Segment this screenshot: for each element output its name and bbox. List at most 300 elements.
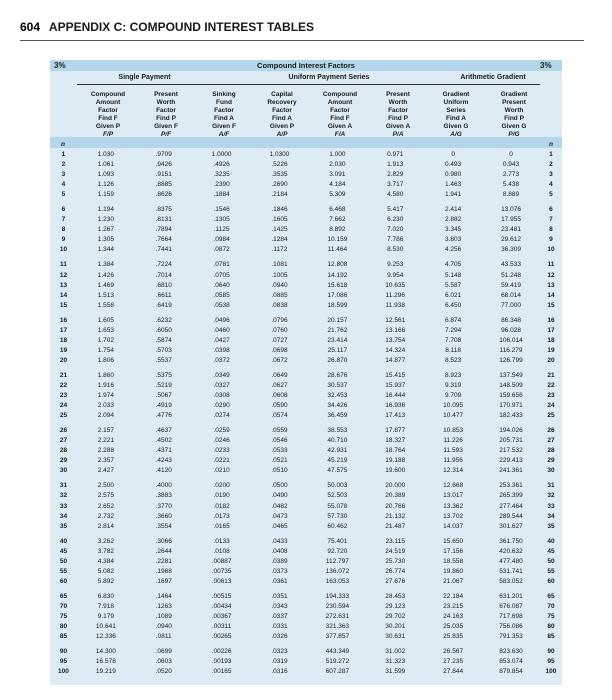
factor-cell: 15.618 [327, 281, 348, 289]
factor-cell: 3.717 [387, 181, 404, 189]
period-n-left: 95 [59, 658, 68, 666]
period-n-right: 33 [547, 502, 555, 510]
period-n-right: 75 [547, 612, 555, 620]
factor-cell: 10.095 [443, 402, 464, 410]
table-row [50, 346, 562, 356]
period-n-right: 6 [549, 206, 553, 214]
factor-cell: 519.272 [325, 658, 350, 666]
factor-cell: 29.702 [385, 612, 406, 620]
period-n-right: 7 [549, 216, 553, 224]
factor-cell: 16.578 [95, 658, 116, 666]
period-n-right: 29 [547, 457, 555, 465]
factor-cell: 217.532 [499, 447, 523, 455]
period-n-left: 40 [59, 537, 68, 545]
period-n-left: 24 [59, 402, 68, 410]
factor-cell: .0796 [271, 316, 288, 324]
factor-cell: 27.235 [443, 658, 464, 666]
factor-cell: 106.014 [499, 336, 523, 344]
period-n-left: 25 [59, 412, 68, 420]
factor-cell: .0699 [155, 648, 172, 656]
period-n-right: 9 [549, 236, 553, 244]
main-title: Compound Interest Factors [257, 61, 355, 70]
table-row [50, 612, 562, 622]
period-n-left: 31 [59, 482, 68, 490]
factor-cell: .1425 [271, 226, 288, 234]
factor-cell: 28.453 [385, 592, 406, 600]
factor-cell: 4.384 [97, 557, 115, 565]
factor-cell: .0361 [271, 577, 288, 585]
factor-cell: 6.230 [387, 216, 404, 224]
factor-cell: 25.117 [327, 346, 348, 354]
factor-cell: .0533 [271, 447, 288, 455]
factor-cell: 377.857 [325, 633, 350, 641]
period-n-left: 35 [59, 522, 68, 530]
factor-cell: 607.287 [325, 668, 350, 676]
factor-cell: 1.194 [97, 206, 115, 214]
interest-rate-right: 3% [540, 61, 552, 70]
factor-cell: .0984 [213, 236, 230, 244]
factor-cell: .0473 [271, 512, 288, 520]
compound-interest-table [50, 150, 562, 677]
factor-cell: 36.309 [501, 246, 521, 254]
factor-cell: 137.549 [499, 371, 523, 379]
factor-cell: 159.656 [499, 392, 523, 400]
factor-cell: .7441 [155, 246, 172, 254]
factor-cell: 19.860 [443, 567, 464, 575]
period-n-right: 26 [547, 427, 555, 435]
factor-cell: 24.163 [443, 612, 464, 620]
period-n-right: 30 [547, 467, 555, 475]
factor-cell: .8885 [155, 181, 172, 189]
period-n-right: 95 [547, 658, 555, 666]
factor-cell: .3235 [213, 171, 230, 179]
factor-cell: 1.426 [97, 271, 115, 279]
period-n-left: 6 [61, 206, 66, 214]
factor-cell: 36.459 [327, 412, 348, 420]
period-n-left: 27 [59, 437, 68, 445]
factor-cell: .3066 [155, 537, 172, 545]
header-rule [20, 40, 584, 41]
period-n-right: 12 [547, 271, 555, 279]
factor-cell: .0490 [271, 492, 288, 500]
table-row [50, 592, 562, 602]
factor-cell: 50.003 [327, 482, 348, 490]
factor-cell: 791.353 [499, 633, 523, 641]
table-row [50, 491, 562, 501]
factor-cell: .1263 [155, 602, 172, 610]
factor-cell: .0496 [213, 316, 230, 324]
factor-cell: 1.653 [97, 326, 115, 334]
factor-cell: 92.720 [327, 547, 348, 555]
factor-cell: 0 [451, 151, 455, 159]
period-n-right: 80 [547, 623, 555, 631]
factor-cell: 19.219 [95, 668, 116, 676]
factor-cell: 47.575 [327, 467, 348, 475]
factor-cell: 14.324 [385, 346, 406, 354]
factor-cell: 321.363 [325, 623, 350, 631]
factor-cell: 42.931 [327, 447, 348, 455]
factor-cell: 12.561 [385, 316, 406, 324]
factor-cell: 9.954 [387, 271, 404, 279]
period-n-right: 2 [549, 161, 553, 169]
factor-cell: .0608 [271, 392, 288, 400]
factor-cell: 11.593 [443, 447, 463, 455]
factor-cell: .0210 [213, 467, 230, 475]
factor-cell: .0760 [271, 326, 288, 334]
factor-cell: 7.786 [387, 236, 404, 244]
factor-cell: 12.336 [95, 633, 116, 641]
factor-cell: 4.580 [387, 191, 404, 199]
factor-cell: .2281 [155, 557, 172, 565]
factor-cell: 5.438 [502, 181, 520, 189]
period-n-left: 22 [59, 382, 68, 389]
factor-cell: 2.814 [97, 522, 115, 530]
factor-cell: 1.0300 [269, 151, 290, 159]
factor-cell: .5703 [155, 346, 172, 354]
factor-cell: .0872 [213, 246, 230, 254]
factor-cell: 361.750 [499, 537, 523, 545]
factor-cell: .0603 [155, 658, 172, 666]
factor-cell: 9.319 [444, 382, 462, 389]
factor-cell: 194.333 [325, 592, 350, 600]
period-n-right: 14 [547, 291, 555, 299]
factor-cell: 2.575 [97, 492, 115, 500]
factor-cell: 21.762 [327, 326, 348, 334]
period-n-left: 4 [61, 181, 66, 189]
factor-cell: 55.078 [327, 502, 348, 510]
factor-cell: 1.806 [97, 356, 115, 364]
factor-cell: 4.184 [329, 181, 346, 189]
factor-cell: 853.074 [499, 658, 523, 666]
period-n-left: 70 [59, 602, 68, 610]
factor-cell: 12.314 [443, 467, 464, 475]
factor-cell: 22.184 [443, 592, 464, 600]
factor-cell: .0510 [271, 467, 288, 475]
factor-cell: .5375 [155, 371, 172, 379]
factor-cell: 13.076 [501, 206, 521, 214]
factor-cell: 1.558 [97, 301, 115, 309]
period-n-right: 21 [547, 371, 555, 379]
factor-cell: .1284 [271, 236, 288, 244]
factor-cell: 59.419 [501, 281, 521, 289]
period-n-left: 34 [59, 512, 68, 520]
factor-cell: .0290 [213, 402, 230, 410]
table-row [50, 647, 562, 657]
factor-cell: 25.730 [385, 557, 406, 565]
period-n-right: 28 [547, 447, 555, 455]
section-rule [77, 84, 212, 85]
factor-cell: 20.000 [385, 482, 406, 490]
factor-cell: .0627 [271, 382, 288, 389]
factor-cell: .4637 [155, 427, 172, 435]
factor-cell: .8131 [155, 216, 172, 224]
factor-cell: .0274 [213, 412, 230, 420]
table-row [50, 401, 562, 411]
factor-cell: 51.248 [501, 271, 521, 279]
factor-cell: .0460 [213, 326, 230, 334]
factor-cell: 30.537 [327, 382, 348, 389]
factor-cell: 13.702 [443, 512, 464, 520]
factor-cell: 289.544 [499, 512, 523, 520]
factor-cell: 9.709 [444, 392, 462, 400]
factor-cell: .3660 [155, 512, 172, 520]
period-n-right: 15 [547, 301, 555, 309]
factor-cell: 26.774 [385, 567, 406, 575]
factor-cell: 14.037 [443, 522, 464, 530]
table-row [50, 316, 562, 326]
factor-cell: 29.612 [501, 236, 521, 244]
period-n-left: 18 [59, 336, 68, 344]
factor-cell: 6.468 [329, 206, 346, 214]
factor-cell: 20.389 [385, 492, 406, 500]
factor-cell: .0373 [271, 567, 288, 575]
section-uniform-series: Uniform Payment Series [288, 74, 370, 81]
period-n-left: 21 [59, 371, 68, 379]
factor-cell: 9.253 [387, 261, 404, 269]
factor-cell: 16.444 [385, 392, 406, 400]
factor-cell: 96.028 [501, 326, 521, 334]
factor-cell: 1.605 [97, 316, 115, 324]
factor-cell: 1.860 [97, 371, 115, 379]
factor-cell: 29.123 [385, 602, 406, 610]
factor-cell: 14.192 [327, 271, 348, 279]
factor-cell: 43.533 [501, 261, 521, 269]
factor-cell: 57.730 [327, 512, 348, 520]
period-n-left: 65 [59, 592, 68, 600]
factor-cell: .00265 [211, 633, 232, 641]
factor-cell: 1.0000 [211, 151, 232, 159]
factor-cell: 11.956 [443, 457, 463, 465]
table-row [50, 336, 562, 346]
period-n-left: 14 [59, 291, 68, 299]
factor-cell: .6050 [155, 326, 172, 334]
factor-cell: 15.650 [443, 537, 464, 545]
table-row [50, 225, 562, 235]
factor-cell: 265.399 [499, 492, 523, 500]
factor-cell: 1.000 [329, 151, 346, 159]
factor-cell: 182.433 [499, 412, 523, 420]
period-n-right: 5 [549, 191, 553, 199]
factor-cell: 3.782 [97, 547, 115, 555]
factor-cell: .2690 [271, 181, 288, 189]
factor-cell: 1.093 [97, 171, 115, 179]
factor-cell: .8375 [155, 206, 172, 214]
factor-cell: 1.030 [97, 151, 115, 159]
period-n-left: 11 [60, 261, 67, 269]
n-column-header-left: n [61, 141, 65, 148]
factor-cell: .5874 [155, 336, 172, 344]
factor-cell: 20.766 [385, 502, 406, 510]
factor-cell: .2644 [155, 547, 172, 555]
table-row [50, 391, 562, 401]
factor-cell: 7.020 [387, 226, 404, 234]
factor-cell: 3.803 [444, 236, 462, 244]
factor-cell: 229.413 [499, 457, 523, 465]
factor-cell: 1.159 [97, 191, 115, 199]
period-n-left: 13 [59, 281, 68, 289]
factor-cell: .4502 [155, 437, 172, 445]
period-n-right: 85 [547, 633, 555, 641]
factor-cell: .7014 [155, 271, 172, 279]
factor-cell: .9426 [155, 161, 172, 169]
factor-cell: .0559 [271, 427, 288, 435]
section-single-payment: Single Payment [118, 74, 171, 81]
factor-cell: 2.500 [97, 482, 115, 490]
factor-cell: 7.294 [444, 326, 462, 334]
period-n-right: 40 [547, 537, 555, 545]
period-n-right: 1 [549, 151, 553, 159]
factor-cell: 1.941 [444, 191, 462, 199]
period-n-right: 23 [547, 392, 555, 400]
column-header: Sinking Fund Factor Find A Given F A/F [212, 91, 236, 138]
factor-cell: 23.414 [327, 336, 348, 344]
factor-cell: 30.631 [385, 633, 406, 641]
interest-rate-left: 3% [54, 61, 66, 70]
factor-cell: .0465 [271, 522, 288, 530]
factor-cell: 13.166 [385, 326, 406, 334]
factor-cell: 27.844 [443, 668, 464, 676]
table-row [50, 190, 562, 200]
section-rule [446, 84, 540, 85]
period-n-left: 1 [61, 151, 66, 159]
factor-cell: .1464 [155, 592, 172, 600]
factor-cell: 1.754 [97, 346, 115, 354]
factor-cell: .0698 [271, 346, 288, 354]
factor-cell: .3883 [155, 492, 172, 500]
table-row [50, 291, 562, 301]
factor-cell: 5.417 [387, 206, 404, 214]
period-n-right: 27 [547, 437, 555, 445]
table-row [50, 235, 562, 245]
factor-cell: 27.676 [385, 577, 406, 585]
factor-cell: .7894 [155, 226, 172, 234]
factor-cell: .4371 [155, 447, 172, 455]
factor-cell: 17.413 [385, 412, 406, 420]
period-n-left: 75 [59, 612, 68, 620]
factor-cell: .0672 [271, 356, 288, 364]
factor-cell: 1.974 [97, 392, 115, 400]
table-row [50, 170, 562, 180]
factor-cell: 2.414 [444, 206, 462, 214]
factor-cell: 12.808 [327, 261, 348, 269]
factor-cell: 6.450 [444, 301, 462, 309]
factor-cell: 2.773 [502, 171, 520, 179]
factor-cell: .1305 [213, 216, 230, 224]
period-n-left: 80 [59, 623, 68, 631]
factor-cell: .0574 [271, 412, 288, 420]
factor-cell: .5067 [155, 392, 172, 400]
factor-cell: 7.708 [444, 336, 462, 344]
factor-cell: .00434 [211, 602, 232, 610]
factor-cell: .6419 [155, 301, 172, 309]
period-n-left: 7 [61, 216, 66, 224]
factor-cell: 126.799 [499, 356, 523, 364]
table-row [50, 281, 562, 291]
period-n-right: 18 [547, 336, 555, 344]
factor-cell: 17.955 [501, 216, 521, 224]
factor-cell: 0.980 [444, 171, 462, 179]
factor-cell: .7224 [155, 261, 172, 269]
period-n-left: 60 [59, 577, 68, 585]
factor-cell: 6.830 [97, 592, 115, 600]
factor-cell: .0327 [213, 382, 230, 389]
factor-cell: 1.513 [97, 291, 115, 299]
period-n-left: 9 [61, 236, 66, 244]
page-title: APPENDIX C: COMPOUND INTEREST TABLES [48, 20, 315, 34]
factor-cell: .4120 [155, 467, 172, 475]
factor-cell: .6810 [155, 281, 172, 289]
factor-cell: 4.256 [444, 246, 462, 254]
period-n-left: 28 [59, 447, 68, 455]
factor-cell: .8626 [155, 191, 172, 199]
factor-cell: 3.345 [444, 226, 462, 234]
period-n-right: 24 [547, 402, 555, 410]
factor-cell: .0521 [271, 457, 288, 465]
factor-cell: .00165 [211, 668, 232, 676]
table-row [50, 567, 562, 577]
factor-cell: 2.357 [97, 457, 115, 465]
period-n-left: 50 [59, 557, 68, 565]
factor-cell: .00735 [211, 567, 232, 575]
factor-cell: 8.530 [387, 246, 404, 254]
factor-cell: .0108 [213, 547, 230, 555]
factor-cell: 19.600 [385, 467, 406, 475]
period-n-left: 2 [61, 161, 66, 169]
factor-cell: .0372 [213, 356, 230, 364]
factor-cell: .0389 [271, 557, 288, 565]
factor-cell: 77.000 [501, 301, 521, 309]
table-row [50, 426, 562, 436]
factor-cell: 4.705 [444, 261, 462, 269]
period-n-left: 90 [59, 648, 68, 656]
page-number: 604 [20, 20, 41, 34]
factor-cell: 15.937 [385, 382, 406, 389]
factor-cell: 5.309 [329, 191, 346, 199]
table-row [50, 150, 562, 160]
factor-cell: .4243 [155, 457, 172, 465]
factor-cell: 0 [509, 151, 513, 159]
column-header: Capital Recovery Factor Find A Given P A/P [267, 91, 297, 138]
factor-cell: 28.676 [327, 371, 348, 379]
period-n-right: 11 [547, 261, 555, 269]
table-row [50, 632, 562, 642]
factor-cell: 17.877 [385, 427, 406, 435]
period-n-right: 60 [547, 577, 555, 585]
factor-cell: .0259 [213, 427, 230, 435]
factor-cell: .4926 [213, 161, 230, 169]
factor-cell: 17.086 [327, 291, 348, 299]
factor-cell: .0885 [271, 291, 288, 299]
factor-cell: 75.401 [327, 537, 348, 545]
factor-cell: 38.553 [327, 427, 348, 435]
factor-cell: 45.219 [327, 457, 348, 465]
factor-cell: 31.002 [385, 648, 406, 656]
factor-cell: 1.230 [97, 216, 115, 224]
factor-cell: .0705 [213, 271, 230, 279]
period-n-right: 8 [549, 226, 553, 234]
factor-cell: 8.118 [445, 346, 462, 354]
table-row [50, 326, 562, 336]
factor-cell: 756.086 [499, 623, 523, 631]
period-n-left: 16 [59, 316, 68, 324]
period-n-left: 55 [59, 567, 68, 575]
table-row [50, 301, 562, 311]
factor-cell: 15.415 [385, 371, 406, 379]
factor-cell: 23.481 [501, 226, 521, 234]
factor-cell: .5537 [155, 356, 172, 364]
period-n-left: 23 [59, 392, 68, 400]
factor-cell: .1846 [271, 206, 288, 214]
